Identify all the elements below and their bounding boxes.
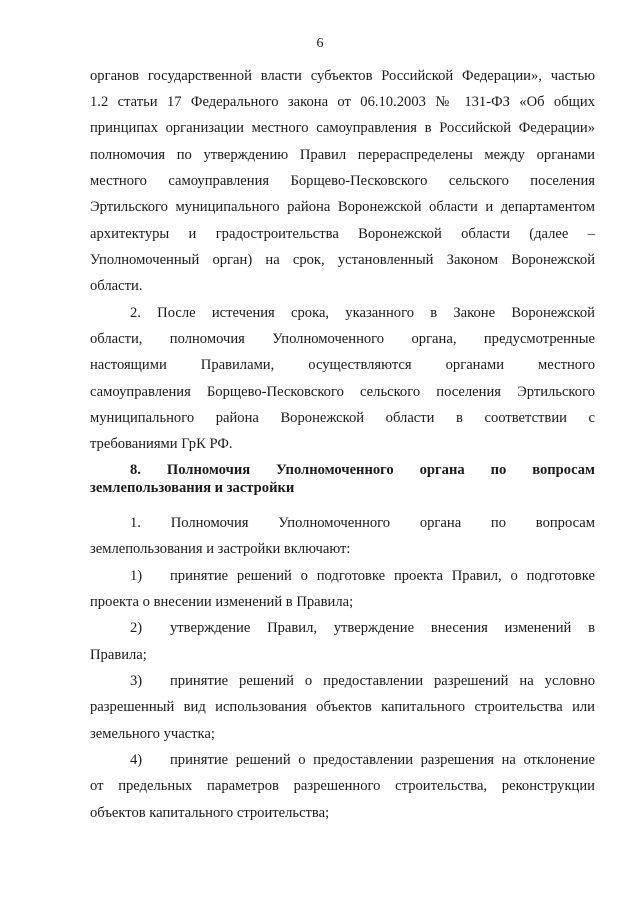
section8-para1-line: землепользования и застройки включают:: [90, 541, 351, 557]
list-item-text: Правила;: [90, 647, 147, 663]
list-item-text: разрешенный вид использования объектов капитального строительства или: [90, 699, 595, 715]
intro-line: органов государственной власти субъектов Российской Федерации», частью: [90, 68, 595, 84]
intro-line: архитектуры и градостроительства Воронежской области (далее –: [90, 226, 595, 242]
page-number: 6: [316, 36, 324, 51]
list-item-number: 2): [130, 620, 143, 636]
list-item-text: от предельных параметров разрешенного строительства, реконструкции: [90, 778, 595, 794]
section-heading: землепользования и застройки: [90, 480, 295, 496]
list-item-text: земельного участка;: [90, 726, 215, 742]
list-item-number: 3): [130, 673, 143, 689]
intro-line: Уполномоченный орган) на срок, установленный Законом Воронежской: [90, 252, 595, 268]
para2-line: муниципального района Воронежской области в соответствии с: [90, 410, 595, 426]
list-item-number: 4): [130, 752, 143, 768]
para2-line: самоуправления Борщево-Песковского сельского поселения Эртильского: [90, 384, 595, 400]
list-item-text: принятие решений о предоставлении разрешения на отклонение: [170, 752, 595, 768]
section-heading: 8. Полномочия Уполномоченного органа по вопросам: [130, 462, 595, 478]
list-item-number: 1): [130, 568, 143, 584]
intro-line: области.: [90, 278, 143, 294]
para2-line: требованиями ГрК РФ.: [90, 436, 233, 452]
intro-line: Эртильского муниципального района Воронежской области и департаментом: [90, 199, 595, 215]
section8-para1-first: 1. Полномочия Уполномоченного органа по вопросам: [130, 515, 595, 531]
intro-line: полномочия по утверждению Правил перераспределены между органами: [90, 147, 595, 163]
list-item-text: проекта о внесении изменений в Правила;: [90, 594, 354, 610]
para2-first-line: 2. После истечения срока, указанного в Законе Воронежской: [130, 305, 595, 321]
list-item-text: утверждение Правил, утверждение внесения изменений в: [170, 620, 595, 636]
intro-line: местного самоуправления Борщево-Песковского сельского поселения: [90, 173, 595, 189]
intro-line: принципах организации местного самоуправления в Российской Федерации»: [90, 120, 595, 136]
intro-line: 1.2 статьи 17 Федерального закона от 06.10.2003 № 131-ФЗ «Об общих: [90, 94, 595, 110]
list-item-text: принятие решений о подготовке проекта Правил, о подготовке: [170, 568, 595, 584]
list-item-text: объектов капитального строительства;: [90, 805, 330, 821]
list-item-text: принятие решений о предоставлении разрешений на условно: [170, 673, 595, 689]
para2-line: настоящими Правилами, осуществляются органами местного: [90, 357, 595, 373]
para2-line: области, полномочия Уполномоченного органа, предусмотренные: [90, 331, 595, 347]
